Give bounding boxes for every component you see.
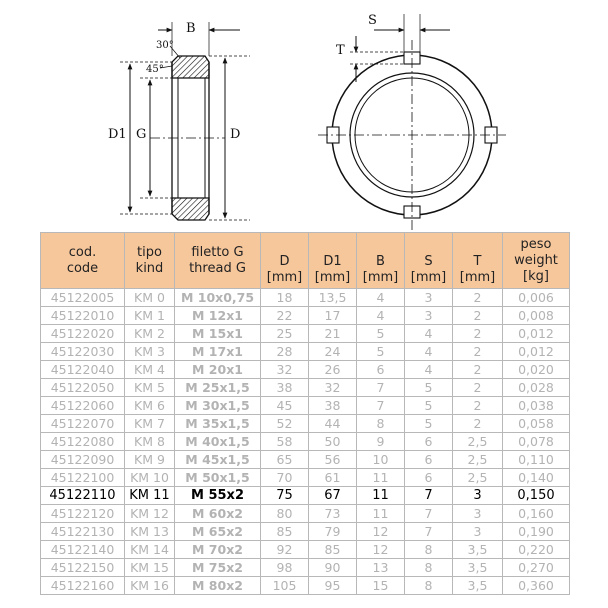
cell-kind: KM 8: [125, 433, 175, 451]
cell-d1: 17: [309, 307, 357, 325]
cell-d: 28: [261, 343, 309, 361]
cell-thread: M 75x2: [175, 559, 261, 577]
header-s: [405, 233, 453, 289]
header-d1: [309, 233, 357, 289]
cell-thread: M 65x2: [175, 523, 261, 541]
cell-t: 2: [453, 397, 503, 415]
cell-d: 98: [261, 559, 309, 577]
cell-t: 2,5: [453, 433, 503, 451]
table-header: [41, 233, 570, 289]
cell-weight: 0,008: [503, 307, 570, 325]
cell-weight: 0,006: [503, 289, 570, 307]
cell-code: 45122010: [41, 307, 125, 325]
table-row: [41, 289, 570, 307]
cell-code: 45122100: [41, 469, 125, 487]
cell-kind: KM 3: [125, 343, 175, 361]
cell-kind: KM 4: [125, 361, 175, 379]
cell-d1: 38: [309, 397, 357, 415]
table-row: [41, 451, 570, 469]
cell-weight: 0,160: [503, 505, 570, 523]
cell-thread: M 25x1,5: [175, 379, 261, 397]
section-bottom: [172, 198, 209, 220]
cell-t: 2: [453, 361, 503, 379]
cell-code: 45122150: [41, 559, 125, 577]
label-s: S: [368, 13, 377, 28]
cell-s: 6: [405, 451, 453, 469]
cell-s: 4: [405, 343, 453, 361]
label-b: B: [186, 21, 196, 36]
cell-d: 25: [261, 325, 309, 343]
cell-code: 45122090: [41, 451, 125, 469]
cell-thread: M 35x1,5: [175, 415, 261, 433]
cell-weight: 0,360: [503, 577, 570, 595]
label-d1: D1: [108, 127, 127, 142]
header-weight: [503, 233, 570, 289]
cell-t: 2: [453, 325, 503, 343]
label-d: D: [230, 127, 241, 142]
table-row: [41, 433, 570, 451]
cell-weight: 0,078: [503, 433, 570, 451]
cell-code: 45122070: [41, 415, 125, 433]
cell-d1: 90: [309, 559, 357, 577]
cell-t: 3,5: [453, 577, 503, 595]
cell-t: 2: [453, 289, 503, 307]
cell-thread: M 55x2: [175, 487, 261, 505]
technical-drawing: [0, 0, 608, 232]
table-row: [41, 343, 570, 361]
cell-b: 7: [357, 379, 405, 397]
header-thread: [175, 233, 261, 289]
cell-kind: KM 0: [125, 289, 175, 307]
cell-d1: 73: [309, 505, 357, 523]
cell-s: 3: [405, 289, 453, 307]
cell-code: 45122060: [41, 397, 125, 415]
cell-d: 105: [261, 577, 309, 595]
table-row: [41, 577, 570, 595]
cell-kind: KM 1: [125, 307, 175, 325]
cell-kind: KM 11: [125, 487, 175, 505]
cell-d: 38: [261, 379, 309, 397]
cell-b: 5: [357, 325, 405, 343]
label-t: T: [336, 43, 345, 58]
cell-code: 45122040: [41, 361, 125, 379]
cell-s: 8: [405, 559, 453, 577]
cell-kind: KM 6: [125, 397, 175, 415]
table-row: [41, 559, 570, 577]
table-row: [41, 415, 570, 433]
header-s-line: S: [424, 254, 433, 269]
cell-s: 7: [405, 523, 453, 541]
cell-code: 45122050: [41, 379, 125, 397]
table-row: [41, 487, 570, 505]
cell-weight: 0,110: [503, 451, 570, 469]
cell-kind: KM 2: [125, 325, 175, 343]
cell-weight: 0,012: [503, 325, 570, 343]
table-row: [41, 523, 570, 541]
cell-s: 5: [405, 379, 453, 397]
table-row: [41, 307, 570, 325]
cell-b: 4: [357, 307, 405, 325]
cell-t: 3,5: [453, 559, 503, 577]
header-kind: [125, 233, 175, 289]
cell-kind: KM 9: [125, 451, 175, 469]
cell-code: 45122020: [41, 325, 125, 343]
cell-b: 9: [357, 433, 405, 451]
cell-weight: 0,012: [503, 343, 570, 361]
cell-code: 45122140: [41, 541, 125, 559]
cell-thread: M 10x0,75: [175, 289, 261, 307]
label-angle-30: 30°: [156, 40, 174, 51]
cell-t: 2,5: [453, 451, 503, 469]
cell-code: 45122130: [41, 523, 125, 541]
cell-b: 5: [357, 343, 405, 361]
cell-s: 8: [405, 541, 453, 559]
cell-b: 12: [357, 541, 405, 559]
cell-d: 18: [261, 289, 309, 307]
cell-t: 2: [453, 415, 503, 433]
cell-thread: M 80x2: [175, 577, 261, 595]
cell-d: 70: [261, 469, 309, 487]
cell-d: 22: [261, 307, 309, 325]
cell-kind: KM 15: [125, 559, 175, 577]
cell-s: 5: [405, 415, 453, 433]
cell-d1: 95: [309, 577, 357, 595]
cell-d: 65: [261, 451, 309, 469]
cell-d1: 67: [309, 487, 357, 505]
cell-b: 11: [357, 487, 405, 505]
header-code-line: code: [66, 260, 99, 276]
cell-d: 80: [261, 505, 309, 523]
cell-weight: 0,038: [503, 397, 570, 415]
header-weight-line: weight: [514, 252, 558, 268]
header-code: [41, 233, 125, 289]
cell-kind: KM 16: [125, 577, 175, 595]
header-thread-line: thread G: [189, 260, 246, 276]
cell-d: 32: [261, 361, 309, 379]
cell-kind: KM 13: [125, 523, 175, 541]
header-weight-line: peso: [520, 236, 552, 252]
cell-s: 4: [405, 325, 453, 343]
cell-code: 45122030: [41, 343, 125, 361]
cell-d1: 44: [309, 415, 357, 433]
table-row: [41, 325, 570, 343]
cell-code: 45122120: [41, 505, 125, 523]
table-row: [41, 397, 570, 415]
table-row: [41, 361, 570, 379]
cell-code: 45122110: [41, 487, 125, 505]
section-top: [172, 56, 209, 78]
cell-thread: M 50x1,5: [175, 469, 261, 487]
cell-d: 58: [261, 433, 309, 451]
header-thread-line: filetto G: [191, 244, 244, 260]
front-view: [318, 13, 506, 230]
header-kind-line: kind: [135, 260, 164, 276]
cell-thread: M 17x1: [175, 343, 261, 361]
cell-t: 2: [453, 379, 503, 397]
cell-weight: 0,058: [503, 415, 570, 433]
cell-code: 45122160: [41, 577, 125, 595]
cell-t: 3,5: [453, 541, 503, 559]
cell-kind: KM 5: [125, 379, 175, 397]
cell-kind: KM 14: [125, 541, 175, 559]
cell-code: 45122005: [41, 289, 125, 307]
cell-weight: 0,220: [503, 541, 570, 559]
cell-kind: KM 7: [125, 415, 175, 433]
cell-d1: 61: [309, 469, 357, 487]
cell-thread: M 60x2: [175, 505, 261, 523]
cell-d1: 21: [309, 325, 357, 343]
header-t: [453, 233, 503, 289]
cell-b: 4: [357, 289, 405, 307]
cell-s: 6: [405, 433, 453, 451]
table-body: [41, 289, 570, 595]
cell-b: 12: [357, 523, 405, 541]
cell-d: 85: [261, 523, 309, 541]
header-d-line: [mm]: [266, 270, 303, 285]
cell-t: 3: [453, 505, 503, 523]
cell-kind: KM 10: [125, 469, 175, 487]
cell-s: 7: [405, 505, 453, 523]
cell-d1: 85: [309, 541, 357, 559]
cell-d1: 24: [309, 343, 357, 361]
header-d1-line: [mm]: [314, 270, 351, 285]
cell-thread: M 20x1: [175, 361, 261, 379]
header-d: [261, 233, 309, 289]
header-t-line: T: [473, 254, 482, 269]
spec-table: [40, 232, 570, 595]
cell-s: 8: [405, 577, 453, 595]
cell-d1: 50: [309, 433, 357, 451]
cell-s: 4: [405, 361, 453, 379]
cell-s: 6: [405, 469, 453, 487]
cell-b: 11: [357, 469, 405, 487]
cell-d: 92: [261, 541, 309, 559]
label-g: G: [136, 127, 147, 142]
cell-b: 15: [357, 577, 405, 595]
header-b: [357, 233, 405, 289]
table-row: [41, 541, 570, 559]
cell-d: 52: [261, 415, 309, 433]
cell-thread: M 15x1: [175, 325, 261, 343]
cell-thread: M 12x1: [175, 307, 261, 325]
cell-b: 10: [357, 451, 405, 469]
cell-d1: 13,5: [309, 289, 357, 307]
cell-weight: 0,140: [503, 469, 570, 487]
cell-b: 6: [357, 361, 405, 379]
cell-b: 8: [357, 415, 405, 433]
cell-t: 3: [453, 487, 503, 505]
cell-weight: 0,020: [503, 361, 570, 379]
cell-weight: 0,190: [503, 523, 570, 541]
header-code-line: cod.: [68, 244, 97, 260]
cell-code: 45122080: [41, 433, 125, 451]
cell-b: 7: [357, 397, 405, 415]
header-d1-line: D1: [323, 254, 342, 269]
cell-s: 5: [405, 397, 453, 415]
cell-d: 75: [261, 487, 309, 505]
header-kind-line: tipo: [137, 244, 162, 260]
cell-thread: M 45x1,5: [175, 451, 261, 469]
cell-t: 2: [453, 343, 503, 361]
header-s-line: [mm]: [410, 270, 447, 285]
header-d-line: D: [279, 254, 290, 269]
label-angle-45: 45°: [146, 64, 164, 75]
header-b-line: B: [376, 254, 385, 269]
table-row: [41, 469, 570, 487]
table-row: [41, 379, 570, 397]
cell-d1: 79: [309, 523, 357, 541]
cell-weight: 0,150: [503, 487, 570, 505]
cell-d1: 26: [309, 361, 357, 379]
cell-thread: M 40x1,5: [175, 433, 261, 451]
cell-b: 11: [357, 505, 405, 523]
cell-kind: KM 12: [125, 505, 175, 523]
header-weight-line: [kg]: [523, 268, 549, 284]
cell-d1: 32: [309, 379, 357, 397]
header-t-line: [mm]: [459, 270, 496, 285]
table-row: [41, 505, 570, 523]
cell-b: 13: [357, 559, 405, 577]
cell-t: 2,5: [453, 469, 503, 487]
cell-d: 45: [261, 397, 309, 415]
cell-s: 7: [405, 487, 453, 505]
cell-weight: 0,028: [503, 379, 570, 397]
cell-thread: M 30x1,5: [175, 397, 261, 415]
cell-d1: 56: [309, 451, 357, 469]
cell-t: 2: [453, 307, 503, 325]
cell-t: 3: [453, 523, 503, 541]
cell-weight: 0,270: [503, 559, 570, 577]
cell-thread: M 70x2: [175, 541, 261, 559]
header-b-line: [mm]: [362, 270, 399, 285]
cell-s: 3: [405, 307, 453, 325]
side-view: [108, 21, 250, 220]
